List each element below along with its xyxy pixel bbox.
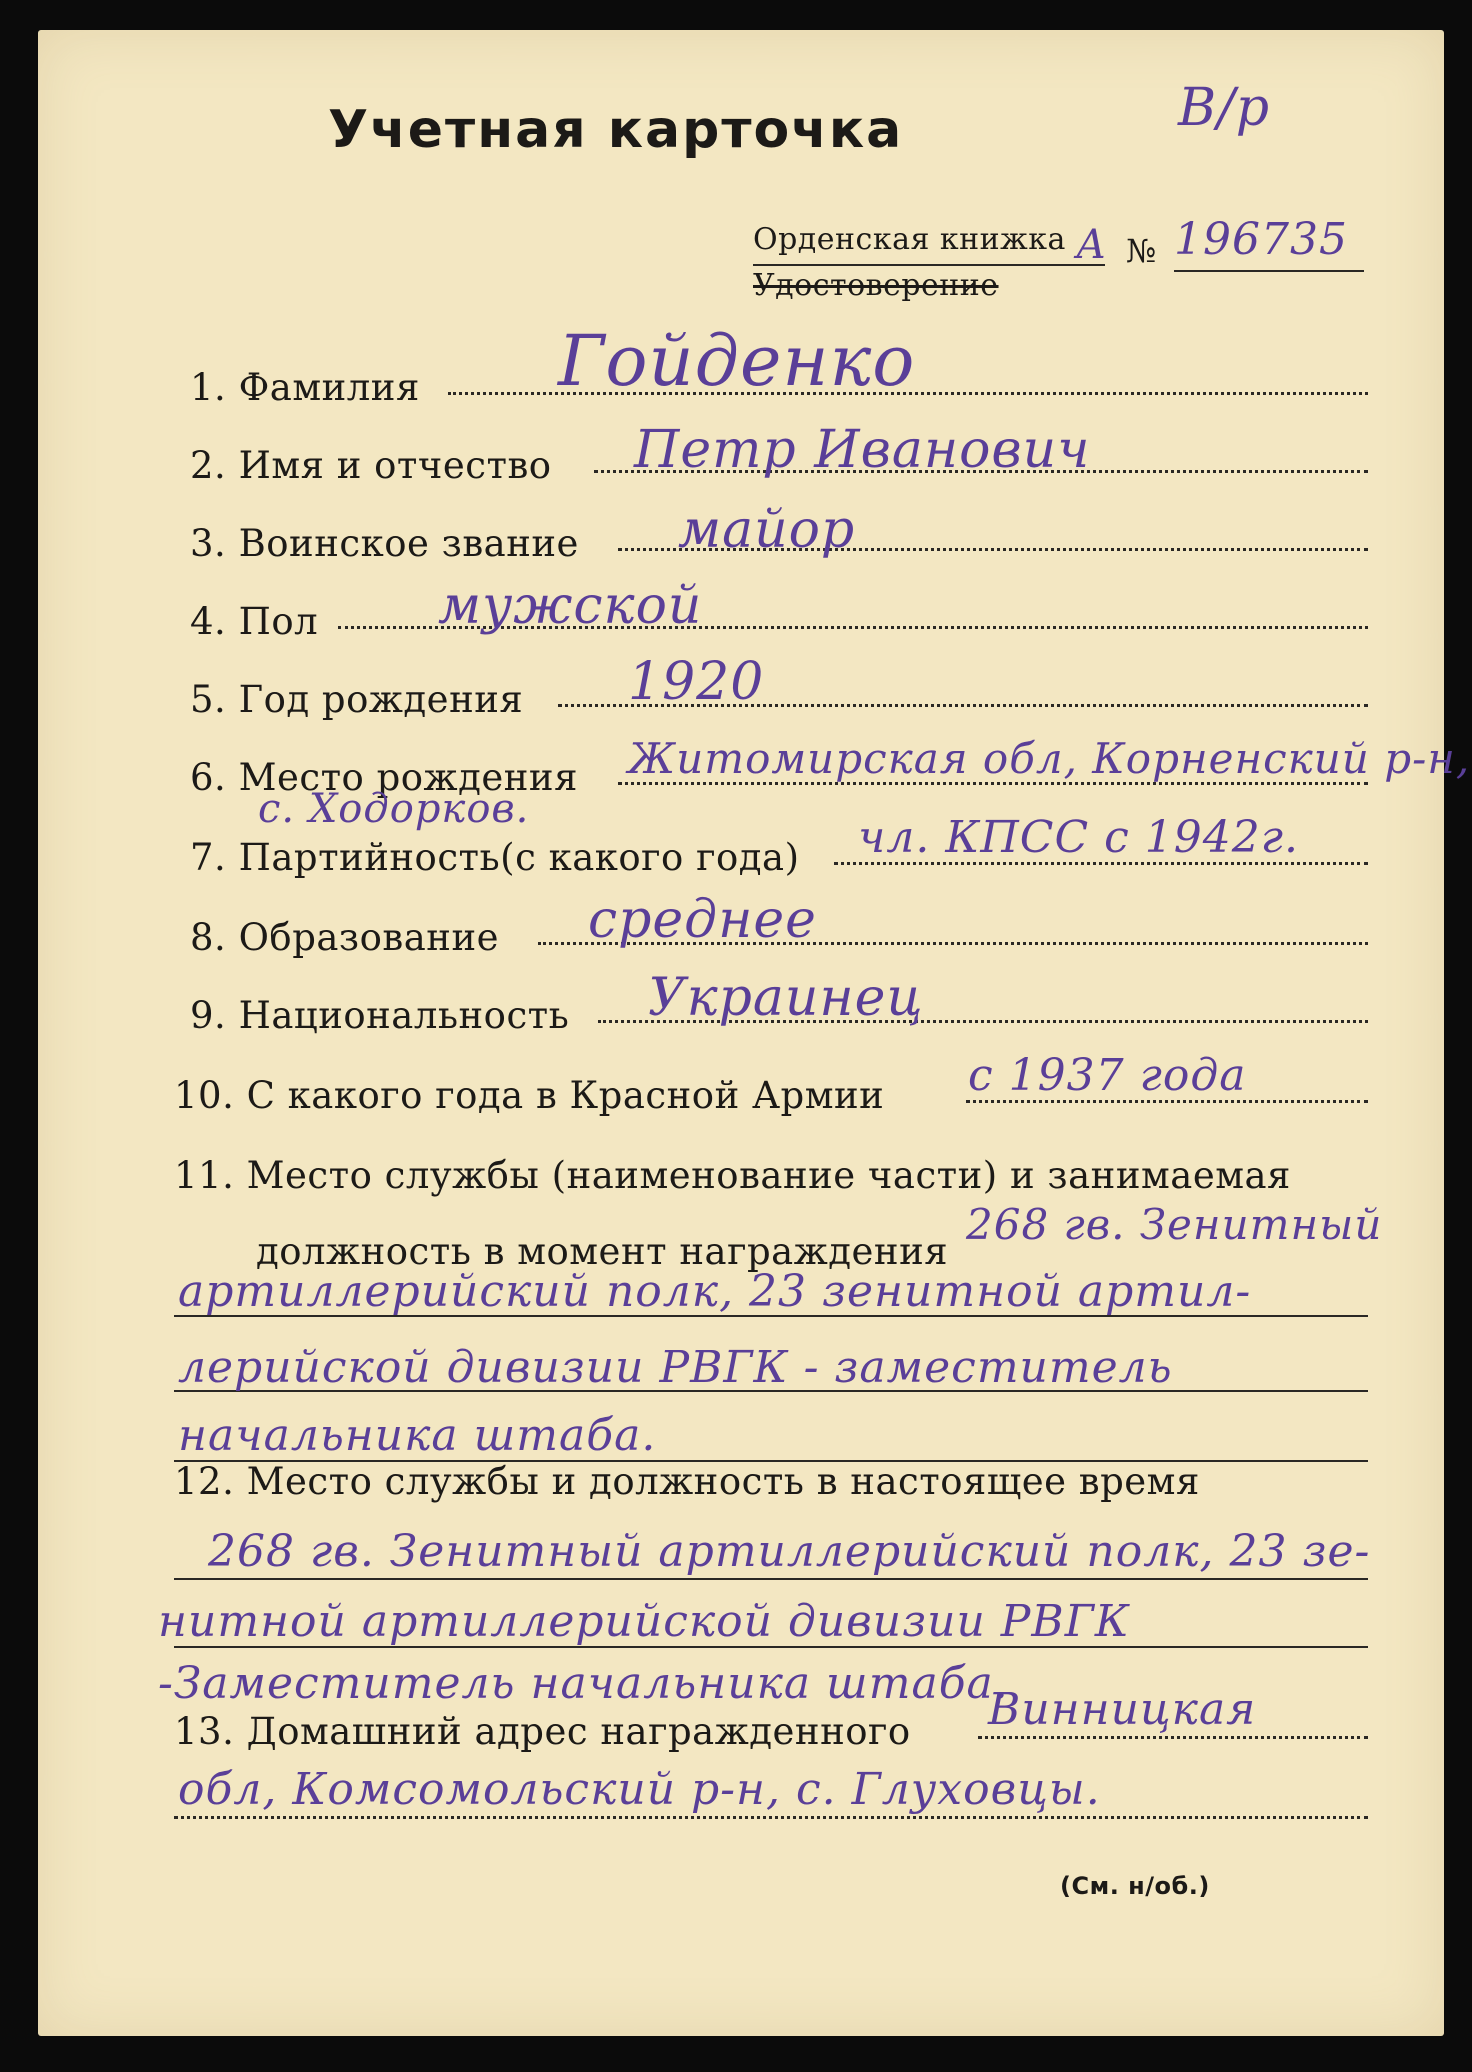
field-10-value: с 1937 года <box>968 1050 1247 1101</box>
field-1-value: Гойденко <box>558 320 916 402</box>
field-6-value: Житомирская обл, Корненский р-н, <box>628 734 1471 783</box>
field-2-label: 2. Имя и отчество <box>190 444 552 487</box>
footnote: (См. н/об.) <box>1060 1872 1210 1900</box>
field-13-line-1: обл, Комсомольский р-н, с. Глуховцы. <box>178 1764 1101 1815</box>
field-5-label: 5. Год рождения <box>190 678 524 721</box>
card-title: Учетная карточка <box>328 100 904 160</box>
number-sign: № <box>1126 232 1157 270</box>
field-9-label: 9. Национальность <box>190 994 570 1037</box>
corner-mark: В/р <box>1178 78 1271 138</box>
field-10-label: 10. С какого года в Красной Армии <box>174 1074 885 1117</box>
field-7-label: 7. Партийность(с какого года) <box>190 836 800 879</box>
field-13-value: Винницкая <box>988 1684 1257 1735</box>
field-12-line-1: 268 гв. Зенитный артиллерийский полк, 23 зе- <box>208 1526 1371 1577</box>
field-6-label: 6. Место рождения <box>190 756 578 799</box>
field-11-label: 11. Место службы (наименование части) и занимаемая <box>174 1154 1291 1197</box>
field-11-value: 268 гв. Зенитный <box>966 1200 1383 1249</box>
field-11-line-2: лерийской дивизии РВГК - заместитель <box>178 1342 1173 1393</box>
field-3-label: 3. Воинское звание <box>190 522 579 565</box>
record-card <box>38 30 1471 2036</box>
book-series: А <box>1076 222 1108 268</box>
field-11-line-3: начальника штаба. <box>178 1410 657 1461</box>
field-12-line-2: нитной артиллерийской дивизии РВГК <box>158 1596 1130 1647</box>
field-7-value: чл. КПСС с 1942г. <box>858 812 1299 863</box>
field-11-line-1: артиллерийский полк, 23 зенитной артил- <box>178 1266 1252 1317</box>
book-number: 196735 <box>1174 214 1348 265</box>
field-4-label: 4. Пол <box>190 600 319 643</box>
field-8-value: среднее <box>588 890 817 950</box>
field-2-value: Петр Иванович <box>634 420 1091 480</box>
book-number-underline <box>1174 270 1364 272</box>
field-3-value: майор <box>678 500 856 560</box>
field-5-value: 1920 <box>628 652 765 712</box>
book-label-underline <box>753 264 1105 266</box>
certificate-label: Удостоверение <box>753 268 999 303</box>
field-12-line-3: -Заместитель начальника штаба. <box>158 1658 1009 1709</box>
field-8-label: 8. Образование <box>190 916 499 959</box>
field-13-line <box>978 1736 1368 1739</box>
field-11-label-line2: должность в момент награждения <box>256 1230 949 1273</box>
field-13-label: 13. Домашний адрес награжденного <box>174 1710 911 1753</box>
field-9-value: Украинец <box>648 968 924 1028</box>
field-6-value-line2: с. Ходорков. <box>258 786 530 832</box>
field-13-rule-1 <box>174 1816 1368 1819</box>
field-1-label: 1. Фамилия <box>190 366 420 409</box>
field-12-rule-1 <box>174 1578 1368 1580</box>
field-12-label: 12. Место службы и должность в настоящее время <box>174 1460 1200 1503</box>
book-label: Орденская книжка <box>753 222 1066 257</box>
field-4-value: мужской <box>438 576 703 636</box>
